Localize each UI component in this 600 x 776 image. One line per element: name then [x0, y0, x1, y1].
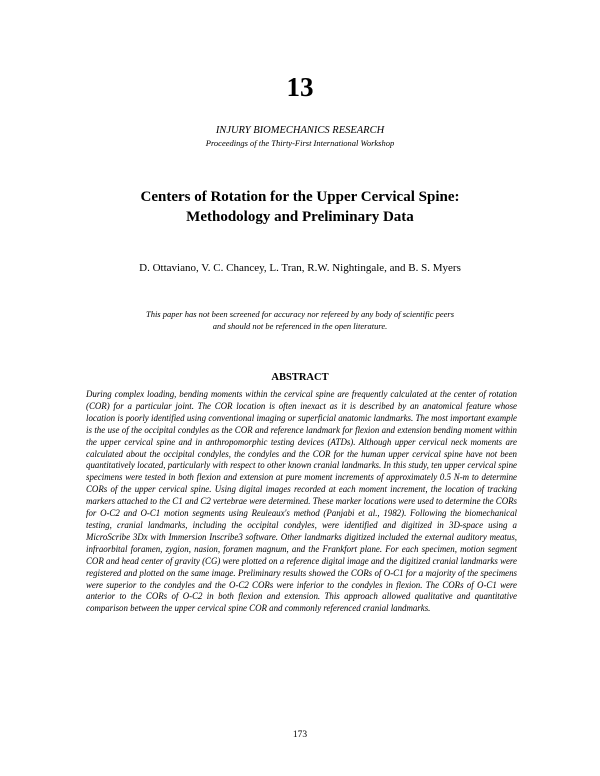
disclaimer: [0, 309, 600, 332]
disclaimer-line-2: and should not be referenced in the open literature.: [212, 320, 388, 331]
disclaimer-line-1: This paper has not been screened for accuracy nor refereed by any body of scientific peers: [145, 309, 455, 319]
proceedings-subtitle: Proceedings of the Thirty-First International Workshop: [205, 138, 395, 148]
paper-title: [0, 187, 600, 227]
series-title: INJURY BIOMECHANICS RESEARCH: [215, 125, 385, 136]
abstract-heading: ABSTRACT: [271, 372, 329, 383]
chapter-number: 13: [286, 72, 314, 102]
page-number: 173: [292, 730, 308, 740]
author-list: D. Ottaviano, V. C. Chancey, L. Tran, R.W. Nightingale, and B. S. Myers: [139, 262, 461, 274]
paper-title-line-2: Methodology and Preliminary Data: [186, 209, 414, 225]
abstract-body: During complex loading, bending moments within the cervical spine are frequently calculated at the center of rotation (COR) for a particular joint. The COR location is often inexact as it is described by an anatomical feature whose location is poorly identified using conventional imaging or superficial anatomic landmarks. The most important example is the use of the occipital condyles as the COR and reference landmark for flexion and extension bending moment within the upper cervical spine and in anthropomorphic testing devices (ATDs). Although upper cervical neck moments are calculated about the occipital condyles, the condyles and the COR for the human upper cervical spine have not been quantitatively located, particularly with respect to other known cranial landmarks. In this study, ten upper cervical spine specimens were tested in both flexion and extension at pure moment increments of approximately 0.5 N-m to determine CORs of the upper cervical spine. Using digital images recorded at each moment increment, the location of tracking markers attached to the C1 and C2 vertebrae were determined. These marker locations were used to determine the CORs for O-C2 and O-C1 motion segments using Reuleaux's method (Panjabi et al., 1982). Following the biomechanical testing, cranial landmarks, including the occipital condyles, were identified and digitized in 3D-space using a MicroScribe 3Dx with Immersion Inscribe3 software. Other landmarks digitized included the external auditory meatus, infraorbital foramen, zygion, nasion, foramen magnum, and the Frankfort plane. For each specimen, motion segment COR and head center of gravity (CG) were plotted on a reference digital image and the digitized cranial landmarks were registered and plotted on the same image. Preliminary results showed the CORs of O-C1 for a majority of the specimens were superior to the condyles and the O-C2 CORs were inferior to the condyles in flexion. The CORs of O-C1 were anterior to the CORs of O-C2 in both flexion and extension. This approach allowed qualitative and quantitative comparison between the upper cervical spine COR and commonly referenced cranial landmarks.: [86, 389, 517, 614]
paper-title-line-1: Centers of Rotation for the Upper Cervical Spine:: [140, 189, 460, 205]
